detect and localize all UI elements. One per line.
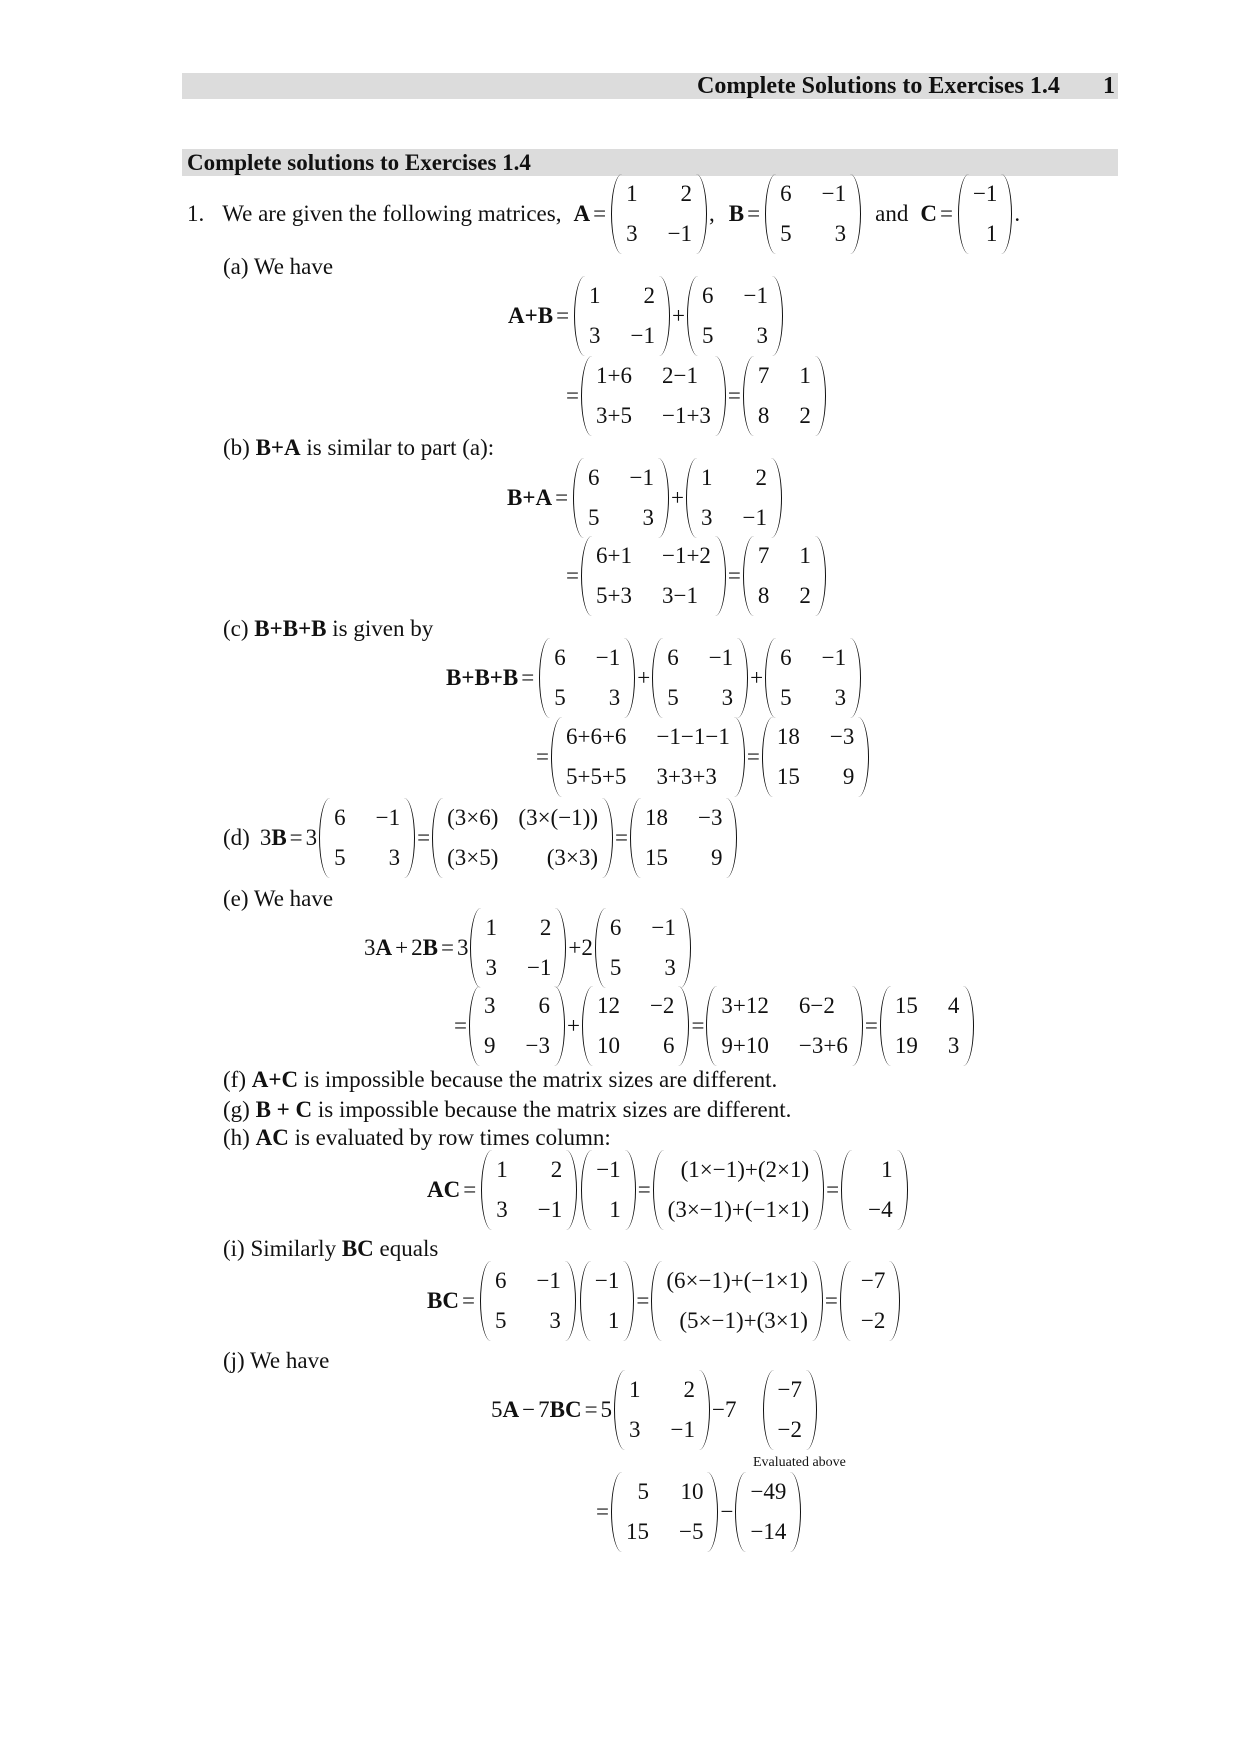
- part-c-intro: (c) B+B+B is given by: [223, 616, 434, 641]
- part-i-line: BC = 6 5 −1 3 −1 1 = (6×−1)+(−1×1) (5×−1)+(3×1) = −7 −2: [427, 1259, 902, 1343]
- matrix: 18 15 −3 9: [762, 717, 869, 797]
- part-j-line-1: 5 A − 7 BC = 5 1 3 2 −1 − 7 −7 −2: [491, 1368, 819, 1452]
- matrix: 6 5 −1 3: [573, 458, 669, 538]
- matrix: −49 −14: [735, 1472, 801, 1552]
- part-a-line-1: A+B = 1 3 2 −1 + 6 5 −1 3: [508, 274, 785, 358]
- matrix: 6 5 −1 3: [652, 638, 748, 718]
- page-header-title: Complete Solutions to Exercises 1.4: [697, 73, 1060, 99]
- part-i-intro: (i) Similarly BC equals: [223, 1236, 439, 1261]
- part-c-line-2: = 6+6+6 5+5+5 −1−1−1 3+3+3 = 18 15 −3 9: [536, 715, 871, 799]
- matrix: −1 1: [581, 1150, 635, 1230]
- part-e-intro: (e) We have: [223, 886, 334, 911]
- matrix: 6 5 −1 3: [687, 276, 783, 356]
- matrix-name-a: A: [573, 201, 591, 226]
- matrix: 5 15 10 −5: [611, 1472, 718, 1552]
- matrix: 1 3 2 −1: [470, 908, 566, 988]
- matrix: 3 9 6 −3: [469, 986, 565, 1066]
- part-g-text: (g) B + C is impossible because the matrix sizes are different.: [223, 1097, 792, 1122]
- matrix: 1 3 2 −1: [481, 1150, 577, 1230]
- matrix: 6 5 −1 3: [539, 638, 635, 718]
- part-h-line: AC = 1 3 2 −1 −1 1 = (1×−1)+(2×1) (3×−1)+(−1×1) = 1 −4: [427, 1148, 910, 1232]
- matrix: 1+6 3+5 2−1 −1+3: [581, 356, 726, 436]
- page-number: 1: [1103, 73, 1115, 99]
- part-e-line-2: = 3 9 6 −3 + 12 10 −2 6 = 3+12 9+10 6−2 −3+6 = 15 19 4 3: [454, 984, 976, 1068]
- evaluated-above-note: Evaluated above: [753, 1455, 846, 1470]
- matrix-name-c: C: [920, 201, 937, 226]
- matrix: (1×−1)+(2×1) (3×−1)+(−1×1): [653, 1150, 825, 1230]
- part-c-line-1: B+B+B = 6 5 −1 3 + 6 5 −1 3 + 6 5 −1 3: [446, 636, 863, 720]
- matrix: −7 −2: [840, 1261, 900, 1341]
- matrix: 1 3 2 −1: [614, 1370, 710, 1450]
- part-a-line-2: = 1+6 3+5 2−1 −1+3 = 7 8 1 2: [566, 354, 828, 438]
- exercise-number: 1.: [187, 201, 205, 226]
- part-h-intro: (h) AC is evaluated by row times column:: [223, 1125, 611, 1150]
- matrix: 7 8 1 2: [743, 356, 826, 436]
- part-a-intro: (a) We have: [223, 254, 334, 279]
- matrix: 6 5 −1 3: [480, 1261, 576, 1341]
- matrix: −7 −2: [763, 1370, 817, 1450]
- matrix: 18 15 −3 9: [630, 798, 737, 878]
- matrix: 7 8 1 2: [743, 536, 826, 616]
- matrix: 6+6+6 5+5+5 −1−1−1 3+3+3: [551, 717, 745, 797]
- matrix: 12 10 −2 6: [582, 986, 689, 1066]
- exercise-1-statement: 1. We are given the following matrices, A = 1 3 2 −1 , B = 6 5 −1 3 and C = −1 1 .: [187, 172, 1020, 256]
- matrix: (6×−1)+(−1×1) (5×−1)+(3×1): [651, 1261, 823, 1341]
- equals-sign: =: [593, 201, 607, 226]
- matrix: 6 5 −1 3: [595, 908, 691, 988]
- matrix: 1 −4: [841, 1150, 907, 1230]
- part-b-line-1: B+A = 6 5 −1 3 + 1 3 2 −1: [507, 456, 784, 540]
- part-j-intro: (j) We have: [223, 1348, 330, 1373]
- part-f-text: (f) A+C is impossible because the matrix sizes are different.: [223, 1067, 778, 1092]
- matrix-a: 1 3 2 −1: [611, 174, 707, 254]
- part-b-line-2: = 6+1 5+3 −1+2 3−1 = 7 8 1 2: [566, 534, 828, 618]
- section-heading: Complete solutions to Exercises 1.4: [187, 150, 531, 175]
- exercise-intro: We are given the following matrices,: [222, 201, 562, 226]
- matrix: 6 5 −1 3: [765, 638, 861, 718]
- matrix: 6 5 −1 3: [319, 798, 415, 878]
- part-d-line: (d) 3 B = 3 6 5 −1 3 = (3×6) (3×5) (3×(−1)) (3×3) = 18 15 −3 9: [223, 796, 739, 880]
- matrix: 3+12 9+10 6−2 −3+6: [706, 986, 862, 1066]
- part-e-line-1: 3 A + 2 B = 3 1 3 2 −1 + 2 6 5 −1 3: [364, 906, 693, 990]
- matrix: −1 1: [580, 1261, 634, 1341]
- matrix-b: 6 5 −1 3: [765, 174, 861, 254]
- matrix: 6+1 5+3 −1+2 3−1: [581, 536, 726, 616]
- part-j-line-2: = 5 15 10 −5 − −49 −14: [596, 1470, 803, 1554]
- matrix: (3×6) (3×5) (3×(−1)) (3×3): [432, 798, 613, 878]
- part-b-intro: (b) B+A is similar to part (a):: [223, 435, 495, 460]
- matrix-name-b: B: [728, 201, 745, 226]
- matrix-c: −1 1: [958, 174, 1012, 254]
- matrix: 1 3 2 −1: [574, 276, 670, 356]
- matrix: 15 19 4 3: [880, 986, 975, 1066]
- matrix: 1 3 2 −1: [686, 458, 782, 538]
